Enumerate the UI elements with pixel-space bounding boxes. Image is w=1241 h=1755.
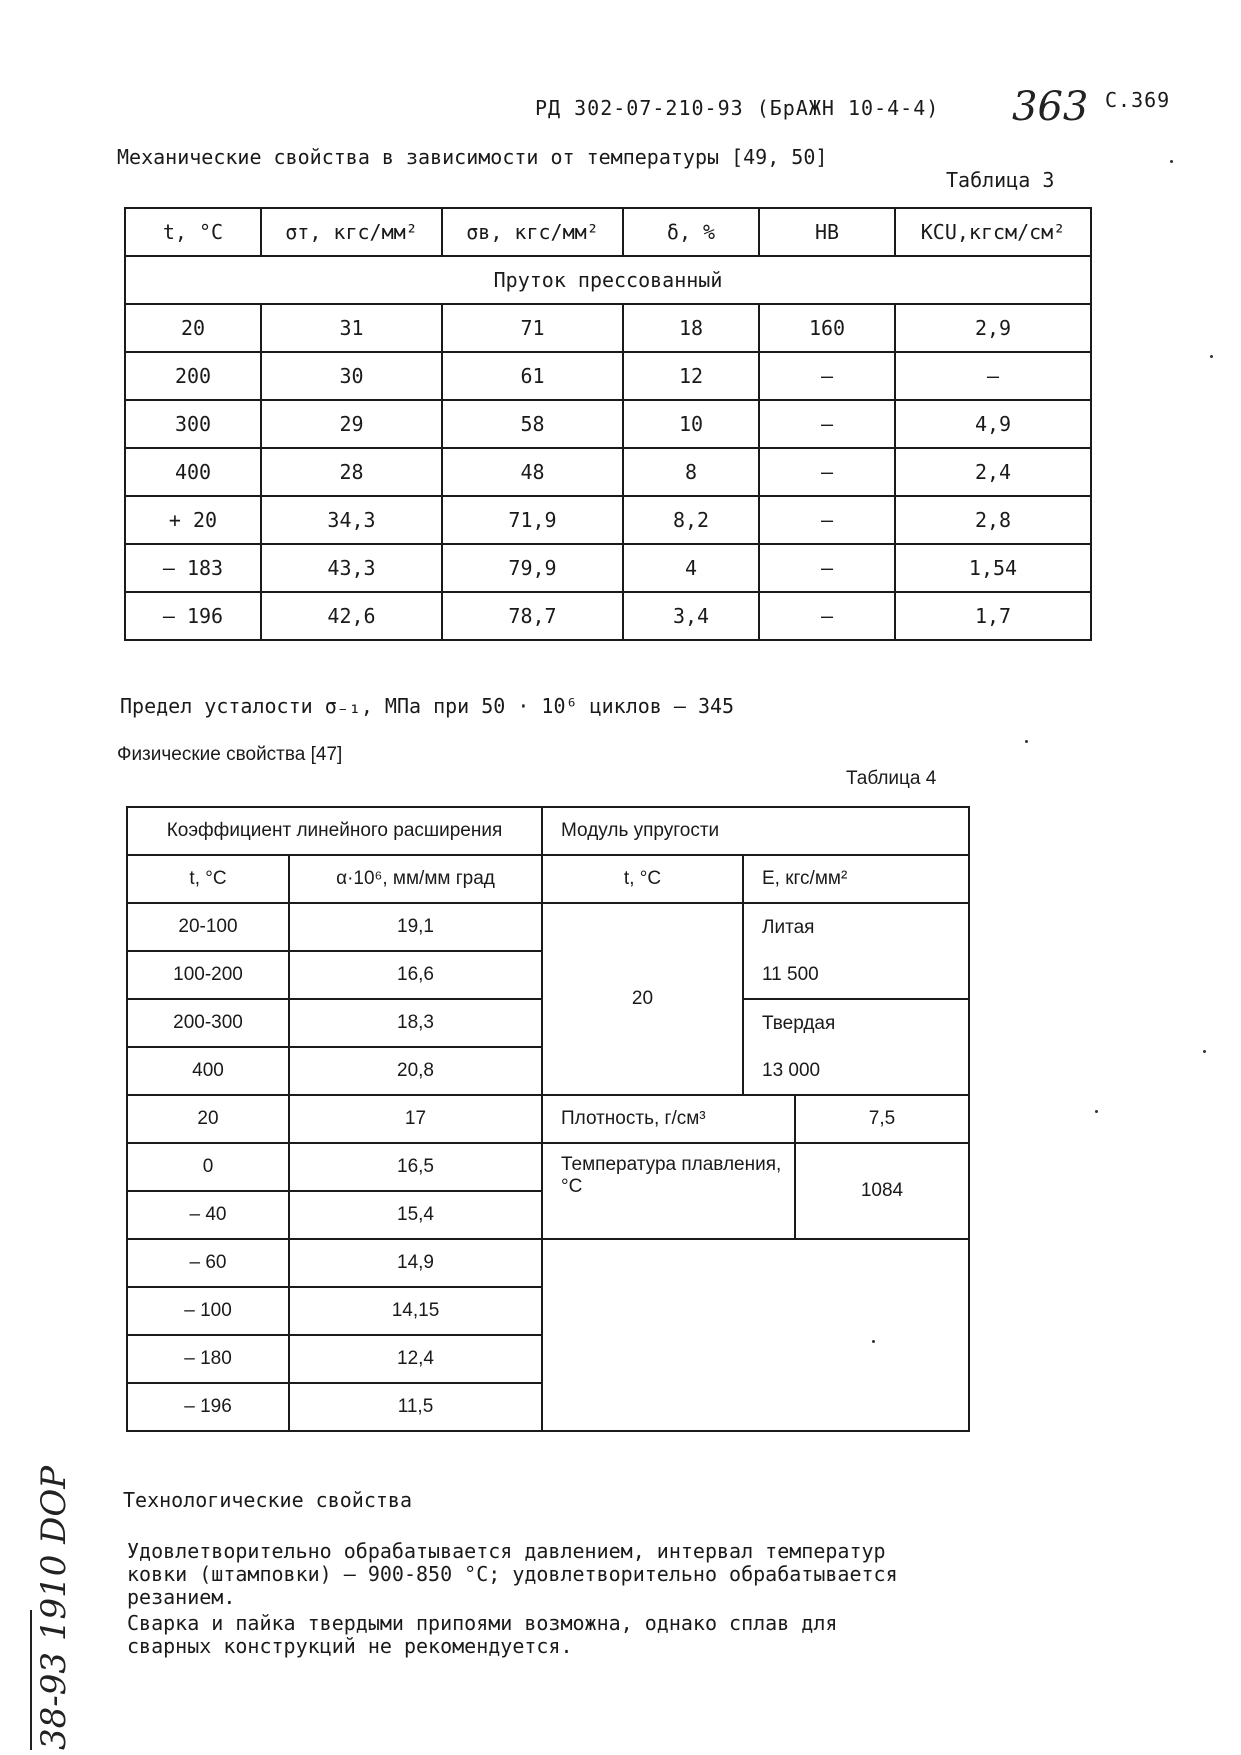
cell: 20 (127, 1095, 289, 1143)
cell: 29 (261, 400, 442, 448)
cell: 400 (127, 1047, 289, 1095)
cell: 1,54 (895, 544, 1091, 592)
cell: 2,8 (895, 496, 1091, 544)
table3-mechanical (124, 207, 1092, 641)
header-modulus-temp: t, °С (542, 855, 743, 903)
cell: 300 (125, 400, 261, 448)
cell: 28 (261, 448, 442, 496)
cell: 30 (261, 352, 442, 400)
cell: – 60 (127, 1239, 289, 1287)
page-number: С.369 (1105, 88, 1171, 112)
cell: 18 (623, 304, 759, 352)
cell: – (759, 448, 895, 496)
table-row (125, 496, 1091, 544)
scan-speck (1025, 740, 1028, 743)
cell: 100-200 (127, 951, 289, 999)
cell: – 196 (127, 1383, 289, 1431)
table4-label: Таблица 4 (846, 768, 937, 789)
cell: – (759, 544, 895, 592)
cell: – 40 (127, 1191, 289, 1239)
melting-label: Температура плавления, °С (542, 1143, 795, 1239)
table-row (127, 1239, 969, 1287)
cell: 34,3 (261, 496, 442, 544)
header-expansion-coef: α·10⁶, мм/мм град (289, 855, 542, 903)
cell: 12,4 (289, 1335, 542, 1383)
cell: 71,9 (442, 496, 623, 544)
cell: – (895, 352, 1091, 400)
cell: 160 (759, 304, 895, 352)
cell: 79,9 (442, 544, 623, 592)
cell: 16,6 (289, 951, 542, 999)
cell: – 183 (125, 544, 261, 592)
cell: 2,9 (895, 304, 1091, 352)
cell: 400 (125, 448, 261, 496)
header-elongation: δ, % (623, 208, 759, 256)
modulus-temp-value: 20 (542, 903, 743, 1095)
header-modulus: Е, кгс/мм² (743, 855, 969, 903)
cell: 78,7 (442, 592, 623, 640)
mechanical-properties-title: Механические свойства в зависимости от температуры [49, 50] (117, 145, 828, 169)
table3-label: Таблица 3 (946, 168, 1055, 192)
header-temp: t, °С (125, 208, 261, 256)
table-row (125, 400, 1091, 448)
cell: 61 (442, 352, 623, 400)
cell: 2,4 (895, 448, 1091, 496)
modulus-title: Модуль упругости (542, 807, 969, 855)
scan-speck (1210, 355, 1213, 358)
cell: 10 (623, 400, 759, 448)
cell: – 196 (125, 592, 261, 640)
melting-value: 1084 (795, 1143, 969, 1239)
cell: 14,9 (289, 1239, 542, 1287)
cell: 1,7 (895, 592, 1091, 640)
table4-header-row (127, 855, 969, 903)
cell: 8,2 (623, 496, 759, 544)
cell: – (759, 352, 895, 400)
cell: 0 (127, 1143, 289, 1191)
fatigue-limit-text: Предел усталости σ₋₁, МПа при 50 · 10⁶ циклов – 345 (120, 694, 735, 718)
table3-group-row (125, 256, 1091, 304)
table-row (125, 448, 1091, 496)
cell: – 100 (127, 1287, 289, 1335)
cell: 58 (442, 400, 623, 448)
density-value: 7,5 (795, 1095, 969, 1143)
physical-properties-title: Физические свойства [47] (117, 744, 343, 765)
cell: 16,5 (289, 1143, 542, 1191)
table-row (127, 1095, 969, 1143)
density-label: Плотность, г/см³ (542, 1095, 795, 1143)
cell: 20 (125, 304, 261, 352)
tech-paragraph-1: Удовлетворительно обрабатывается давлением, интервал температур ковки (штамповки) – 900-850 °С; удовлетворительно обрабатывается резанием. (127, 1539, 898, 1609)
header-temp: t, °С (127, 855, 289, 903)
cell: 17 (289, 1095, 542, 1143)
header-hardness: НВ (759, 208, 895, 256)
cell: 15,4 (289, 1191, 542, 1239)
header-yield-strength: σт, кгс/мм² (261, 208, 442, 256)
cell: 43,3 (261, 544, 442, 592)
technological-properties-title: Технологические свойства (123, 1488, 412, 1512)
modulus-hard-label: Твердая (743, 999, 969, 1047)
handwritten-page-number: 363 (1012, 84, 1089, 130)
scan-speck (1095, 1110, 1098, 1113)
modulus-hard-value: 13 000 (743, 1047, 969, 1095)
modulus-cast-value: 11 500 (743, 951, 969, 999)
cell: – (759, 592, 895, 640)
cell: 200-300 (127, 999, 289, 1047)
table-row (125, 544, 1091, 592)
cell: – (759, 400, 895, 448)
table3-header-row (125, 208, 1091, 256)
cell: 42,6 (261, 592, 442, 640)
scan-speck (1170, 160, 1173, 163)
cell: 48 (442, 448, 623, 496)
modulus-cast-label: Литая (743, 903, 969, 951)
table-row (125, 592, 1091, 640)
cell: 71 (442, 304, 623, 352)
blank-area (542, 1239, 969, 1431)
header-impact-strength: КСU,кгсм/см² (895, 208, 1091, 256)
cell: 20,8 (289, 1047, 542, 1095)
side-note-rule (30, 1610, 32, 1750)
table-row (127, 903, 969, 951)
expansion-title: Коэффициент линейного расширения (127, 807, 542, 855)
cell: 4,9 (895, 400, 1091, 448)
document-code: РД 302-07-210-93 (БрАЖН 10-4-4) (535, 96, 940, 120)
cell: 3,4 (623, 592, 759, 640)
table4-physical (126, 806, 970, 1432)
table4-title-row (127, 807, 969, 855)
cell: – (759, 496, 895, 544)
cell: 8 (623, 448, 759, 496)
table-row (125, 352, 1091, 400)
cell: 11,5 (289, 1383, 542, 1431)
scan-speck (1203, 1050, 1206, 1053)
cell: 20-100 (127, 903, 289, 951)
cell: 12 (623, 352, 759, 400)
table-row (125, 304, 1091, 352)
scan-speck (872, 1340, 875, 1343)
tech-paragraph-2: Сварка и пайка твердыми припоями возможна, однако сплав для сварных конструкций не рекомендуется. (127, 1611, 838, 1658)
cell: – 180 (127, 1335, 289, 1383)
cell: 31 (261, 304, 442, 352)
cell: 19,1 (289, 903, 542, 951)
header-tensile-strength: σв, кгс/мм² (442, 208, 623, 256)
table-row (127, 1143, 969, 1191)
cell: 18,3 (289, 999, 542, 1047)
group-title: Пруток прессованный (125, 256, 1091, 304)
cell: 200 (125, 352, 261, 400)
cell: + 20 (125, 496, 261, 544)
cell: 4 (623, 544, 759, 592)
handwritten-side-note: 38-93 1910 DOP (34, 1465, 74, 1750)
cell: 14,15 (289, 1287, 542, 1335)
